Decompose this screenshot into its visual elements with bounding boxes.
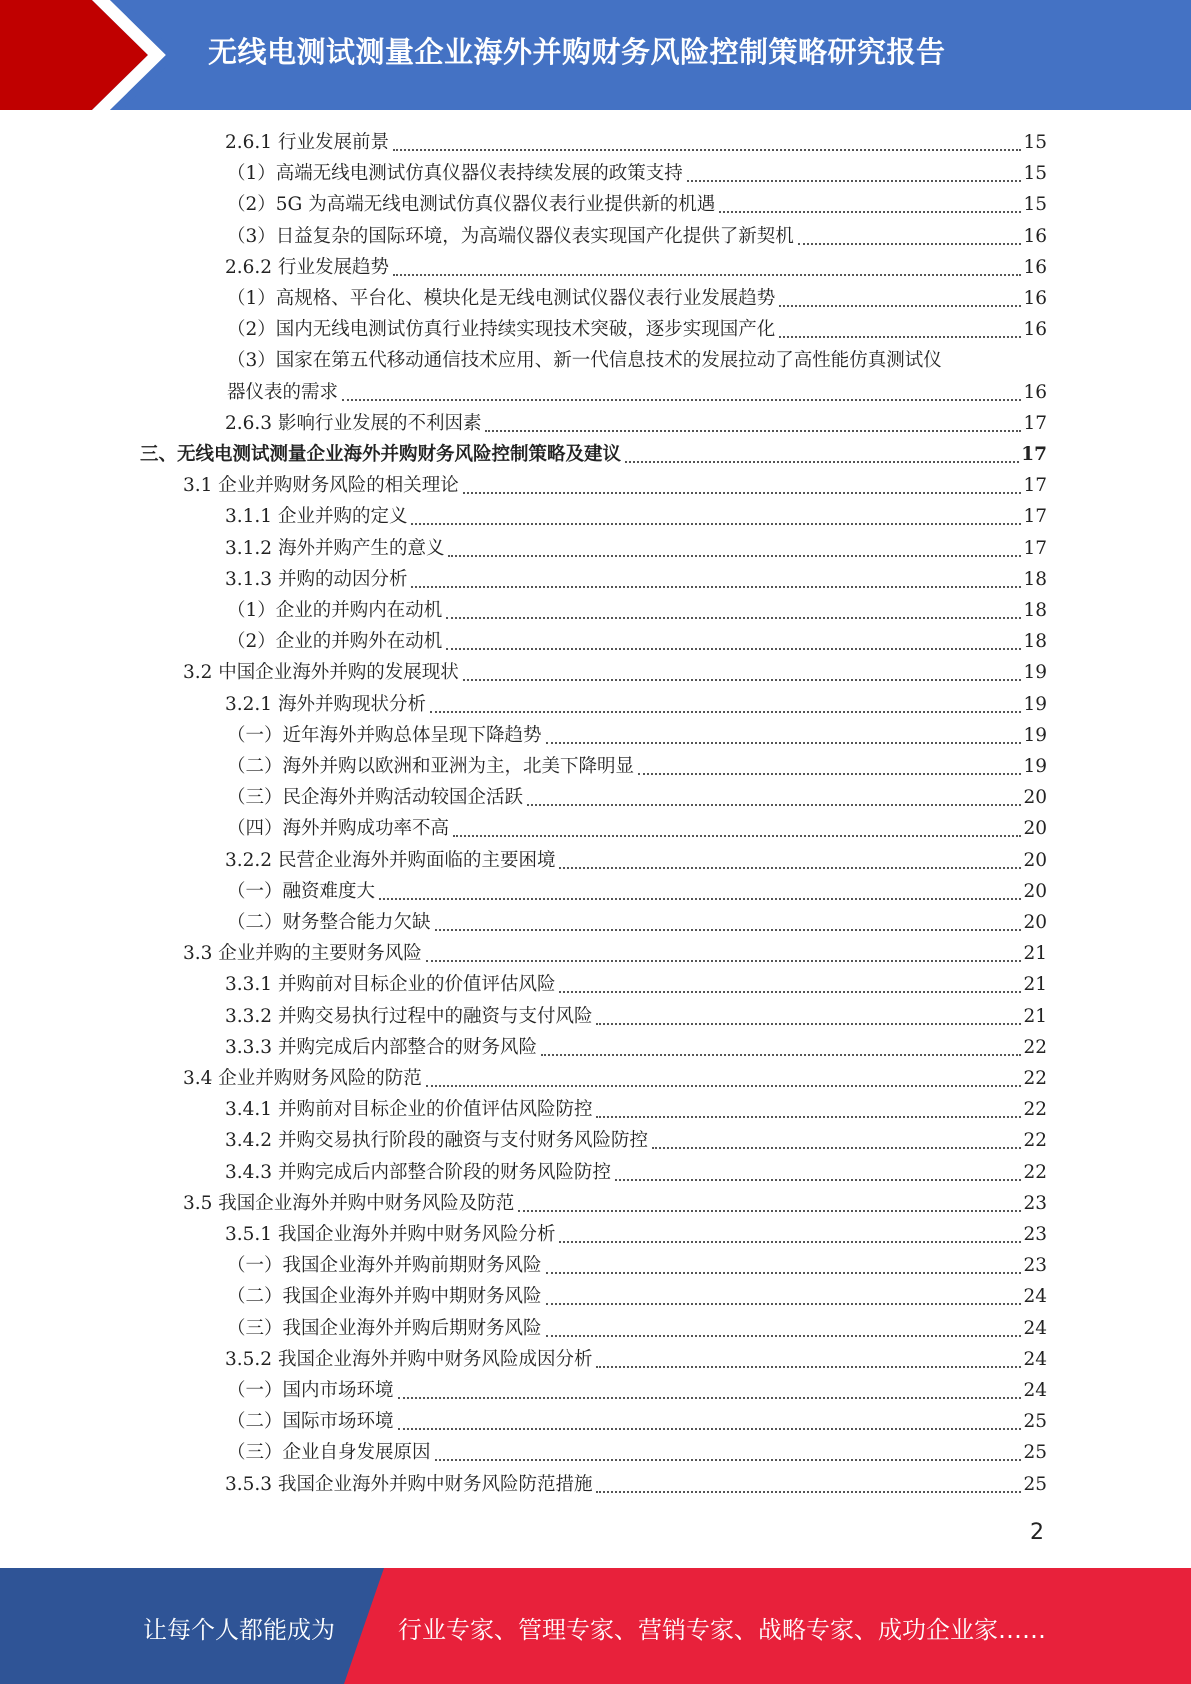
toc-entry[interactable] — [225, 1158, 1047, 1188]
report-title: 无线电测试测量企业海外并购财务风险控制策略研究报告 — [208, 35, 946, 69]
toc-entry-page: 17 — [1021, 444, 1047, 465]
toc-entry-label: 3.5.1 我国企业海外并购中财务风险分析 — [225, 1224, 556, 1245]
toc-entry[interactable] — [183, 939, 1047, 969]
toc-entry[interactable] — [225, 565, 1047, 595]
toc-entry[interactable] — [227, 814, 1047, 844]
dot-leader — [485, 430, 1021, 432]
dot-leader — [463, 679, 1022, 681]
dot-leader — [546, 1272, 1022, 1274]
toc-entry[interactable] — [225, 690, 1047, 720]
toc-entry-page: 21 — [1023, 943, 1047, 965]
toc-entry[interactable] — [227, 378, 1047, 408]
toc-entry-label: 3.5.2 我国企业海外并购中财务风险成因分析 — [225, 1348, 593, 1370]
toc-entry-page: 16 — [1023, 225, 1047, 247]
toc-entry-label: 3.1.1 企业并购的定义 — [225, 506, 408, 528]
toc-entry[interactable] — [227, 1282, 1047, 1312]
toc-entry-label: （2）5G 为高端无线电测试仿真仪器仪表行业提供新的机遇 — [227, 194, 716, 216]
toc-entry[interactable] — [227, 284, 1047, 314]
dot-leader — [596, 1366, 1021, 1368]
dot-leader — [652, 1147, 1021, 1149]
toc-entry-page: 15 — [1023, 163, 1047, 185]
toc-entry-label: 3.4.3 并购完成后内部整合阶段的财务风险防控 — [225, 1161, 611, 1183]
toc-entry-page: 24 — [1023, 1348, 1047, 1370]
toc-entry-page: 24 — [1023, 1380, 1047, 1401]
toc-entry[interactable] — [227, 1376, 1047, 1406]
toc-entry[interactable] — [225, 1002, 1047, 1032]
dot-leader — [446, 648, 1021, 650]
toc-entry-page: 23 — [1023, 1192, 1047, 1214]
toc-entry[interactable] — [227, 783, 1047, 813]
dot-leader — [430, 711, 1021, 713]
dot-leader — [426, 960, 1022, 962]
toc-entry-page: 23 — [1023, 1255, 1047, 1277]
toc-entry-page: 21 — [1023, 974, 1047, 996]
toc-entry-label: （三）企业自身发展原因 — [227, 1442, 431, 1464]
toc-entry-label: （四）海外并购成功率不高 — [227, 818, 450, 840]
dot-leader — [541, 1054, 1021, 1056]
toc-entry-label: 2.6.2 行业发展趋势 — [225, 256, 389, 278]
toc-entry-label: 3.3 企业并购的主要财务风险 — [183, 943, 422, 965]
toc-entry[interactable] — [227, 752, 1047, 782]
dot-leader — [559, 991, 1021, 993]
toc-entry-page: 19 — [1023, 693, 1047, 715]
dot-leader — [798, 243, 1022, 245]
dot-leader — [398, 1397, 1022, 1399]
toc-entry[interactable] — [225, 1345, 1047, 1375]
toc-entry-label: 3.2 中国企业海外并购的发展现状 — [183, 662, 459, 684]
toc-entry[interactable] — [140, 440, 1047, 470]
toc-entry-label: 3.1.2 海外并购产生的意义 — [225, 537, 445, 559]
dot-leader — [527, 804, 1021, 806]
toc-entry-page: 16 — [1023, 288, 1047, 309]
dot-leader — [398, 1428, 1022, 1430]
dot-leader — [446, 617, 1021, 619]
toc-entry-label: （二）财务整合能力欠缺 — [227, 912, 431, 933]
footer-slogan-left: 让每个人都能成为 — [143, 1616, 335, 1644]
toc-entry-label: 3.4.2 并购交易执行阶段的融资与支付财务风险防控 — [225, 1130, 648, 1152]
dot-leader — [393, 149, 1021, 151]
toc-entry-label: 3.3.2 并购交易执行过程中的融资与支付风险 — [225, 1005, 593, 1027]
dot-leader — [546, 1303, 1022, 1305]
toc-entry-page: 20 — [1023, 849, 1047, 871]
dot-leader — [596, 1491, 1021, 1493]
dot-leader — [435, 929, 1022, 931]
toc-entry-page: 20 — [1023, 787, 1047, 809]
toc-entry[interactable] — [227, 315, 1047, 345]
page-number: 2 — [1030, 1520, 1044, 1545]
report-footer — [0, 1568, 1191, 1684]
toc-entry-label: （3）日益复杂的国际环境，为高端仪器仪表实现国产化提供了新契机 — [227, 225, 794, 247]
toc-entry-page: 17 — [1023, 537, 1047, 559]
toc-entry-label: 3.3.3 并购完成后内部整合的财务风险 — [225, 1036, 537, 1058]
toc-entry-page: 15 — [1023, 132, 1047, 153]
dot-leader — [546, 742, 1022, 744]
toc-entry-label: （一）近年海外并购总体呈现下降趋势 — [227, 724, 542, 746]
toc-entry[interactable] — [225, 534, 1047, 564]
toc-entry-page: 17 — [1023, 412, 1047, 434]
toc-entry[interactable] — [227, 908, 1047, 938]
dot-leader — [687, 180, 1022, 182]
toc-entry[interactable] — [227, 721, 1047, 751]
toc-entry-page: 22 — [1023, 1068, 1047, 1089]
toc-entry[interactable] — [225, 502, 1047, 532]
toc-entry[interactable] — [183, 471, 1047, 501]
toc-entry-page: 19 — [1023, 756, 1047, 777]
header-arrow-decoration — [0, 0, 170, 110]
toc-entry-label: 2.6.3 影响行业发展的不利因素 — [225, 412, 482, 434]
dot-leader — [779, 305, 1021, 307]
toc-entry-label: （一）融资难度大 — [227, 880, 376, 902]
toc-entry-page: 22 — [1023, 1161, 1047, 1183]
toc-entry[interactable] — [225, 1126, 1047, 1156]
dot-leader — [546, 1335, 1022, 1337]
toc-entry-label: （一）我国企业海外并购前期财务风险 — [227, 1255, 542, 1277]
toc-entry-page: 18 — [1023, 600, 1047, 621]
dot-leader — [448, 555, 1021, 557]
toc-entry-page: 24 — [1023, 1286, 1047, 1308]
toc-entry[interactable] — [227, 1314, 1047, 1344]
toc-entry[interactable] — [225, 970, 1047, 1000]
dot-leader — [719, 211, 1021, 213]
toc-entry-label: 3.4.1 并购前对目标企业的价值评估风险防控 — [225, 1099, 593, 1121]
toc-entry-page: 24 — [1023, 1317, 1047, 1339]
report-header — [0, 0, 1191, 110]
toc-entry[interactable] — [225, 1095, 1047, 1125]
toc-entry-label: 3.2.2 民营企业海外并购面临的主要困境 — [225, 849, 556, 871]
toc-entry[interactable] — [225, 1470, 1047, 1500]
toc-entry-label: 3.1.3 并购的动因分析 — [225, 568, 408, 590]
toc-entry-label: 3.4 企业并购财务风险的防范 — [183, 1068, 422, 1089]
toc-entry[interactable] — [225, 1220, 1047, 1250]
dot-leader — [779, 336, 1021, 338]
toc-entry[interactable] — [225, 128, 1047, 158]
dot-leader — [559, 867, 1021, 869]
toc-entry-page: 25 — [1023, 1473, 1047, 1495]
toc-entry-label: （1）高规格、平台化、模块化是无线电测试仪器仪表行业发展趋势 — [227, 288, 776, 309]
toc-entry-label: 三、无线电测试测量企业海外并购财务风险控制策略及建议 — [140, 444, 622, 465]
dot-leader — [379, 898, 1021, 900]
toc-entry-label: （2）国内无线电测试仿真行业持续实现技术突破，逐步实现国产化 — [227, 319, 776, 341]
toc-entry-page: 25 — [1023, 1411, 1047, 1433]
dot-leader — [596, 1116, 1021, 1118]
toc-entry-label: 2.6.1 行业发展前景 — [225, 132, 389, 153]
toc-entry[interactable] — [227, 877, 1047, 907]
dot-leader — [559, 1241, 1021, 1243]
toc-entry[interactable] — [183, 658, 1047, 688]
dot-leader — [342, 399, 1021, 401]
toc-entry-label: （2）企业的并购外在动机 — [227, 631, 443, 653]
toc-entry-page: 16 — [1023, 319, 1047, 341]
toc-entry[interactable] — [227, 596, 1047, 626]
toc-entry-page: 22 — [1023, 1036, 1047, 1058]
dot-leader — [453, 835, 1021, 837]
dot-leader — [518, 1210, 1021, 1212]
toc-entry-page: 20 — [1023, 912, 1047, 933]
toc-entry[interactable] — [227, 1407, 1047, 1437]
toc-entry-page: 15 — [1023, 194, 1047, 216]
toc-entry-label: （三）我国企业海外并购后期财务风险 — [227, 1317, 542, 1339]
toc-entry-page: 18 — [1023, 568, 1047, 590]
dot-leader — [463, 492, 1022, 494]
toc-entry-page: 17 — [1023, 506, 1047, 528]
toc-entry[interactable] — [225, 253, 1047, 283]
toc-entry-label: 3.3.1 并购前对目标企业的价值评估风险 — [225, 974, 556, 996]
toc-entry-label: 3.5.3 我国企业海外并购中财务风险防范措施 — [225, 1473, 593, 1495]
dot-leader — [435, 1459, 1022, 1461]
toc-entry-label: （1）企业的并购内在动机 — [227, 600, 443, 621]
toc-entry-label: 3.5 我国企业海外并购中财务风险及防范 — [183, 1192, 515, 1214]
toc-entry-page: 19 — [1023, 724, 1047, 746]
toc-entry-label: （三）民企海外并购活动较国企活跃 — [227, 787, 524, 809]
dot-leader — [393, 274, 1021, 276]
toc-entry[interactable] — [225, 1033, 1047, 1063]
toc-entry-page: 21 — [1023, 1005, 1047, 1027]
toc-entry-page: 17 — [1023, 475, 1047, 497]
toc-entry-page: 25 — [1023, 1442, 1047, 1464]
dot-leader — [411, 523, 1021, 525]
toc-entry-label: （二）我国企业海外并购中期财务风险 — [227, 1286, 542, 1308]
toc-entry-page: 18 — [1023, 631, 1047, 653]
toc-entry-label: （二）国际市场环境 — [227, 1411, 394, 1433]
toc-entry-label: （1）高端无线电测试仿真仪器仪表持续发展的政策支持 — [227, 163, 683, 185]
toc-entry[interactable] — [227, 222, 1047, 252]
dot-leader — [411, 586, 1021, 588]
toc-entry[interactable] — [225, 409, 1047, 439]
toc-entry[interactable] — [227, 627, 1047, 657]
toc-entry-label: （一）国内市场环境 — [227, 1380, 394, 1401]
toc-entry-label: （二）海外并购以欧洲和亚洲为主，北美下降明显 — [227, 756, 635, 777]
dot-leader — [596, 1023, 1021, 1025]
toc-entry-label: （3）国家在第五代移动通信技术应用、新一代信息技术的发展拉动了高性能仿真测试仪 — [227, 350, 942, 372]
toc-entry[interactable] — [227, 159, 1047, 189]
toc-entry-label: 3.2.1 海外并购现状分析 — [225, 693, 426, 715]
toc-entry-page: 23 — [1023, 1224, 1047, 1245]
toc-entry-page: 20 — [1023, 818, 1047, 840]
toc-entry[interactable] — [225, 846, 1047, 876]
toc-entry-page: 22 — [1023, 1130, 1047, 1152]
toc-entry[interactable] — [227, 190, 1047, 220]
dot-leader — [426, 1085, 1022, 1087]
toc-entry-label-continuation: 器仪表的需求 — [227, 381, 339, 403]
dot-leader — [625, 461, 1019, 463]
toc-entry[interactable] — [227, 1438, 1047, 1468]
toc-entry[interactable] — [183, 1189, 1047, 1219]
footer-slogan-right: 行业专家、管理专家、营销专家、战略专家、成功企业家…… — [398, 1616, 1046, 1644]
dot-leader — [638, 773, 1021, 775]
toc-entry-page: 16 — [1023, 381, 1047, 403]
toc-entry-page: 22 — [1023, 1099, 1047, 1121]
dot-leader — [615, 1179, 1021, 1181]
toc-entry-page: 19 — [1023, 662, 1047, 684]
toc-entry-page: 16 — [1023, 256, 1047, 278]
toc-entry-page: 20 — [1023, 880, 1047, 902]
toc-entry[interactable] — [227, 1251, 1047, 1281]
toc-entry[interactable] — [183, 1064, 1047, 1094]
toc-entry-label: 3.1 企业并购财务风险的相关理论 — [183, 475, 459, 497]
